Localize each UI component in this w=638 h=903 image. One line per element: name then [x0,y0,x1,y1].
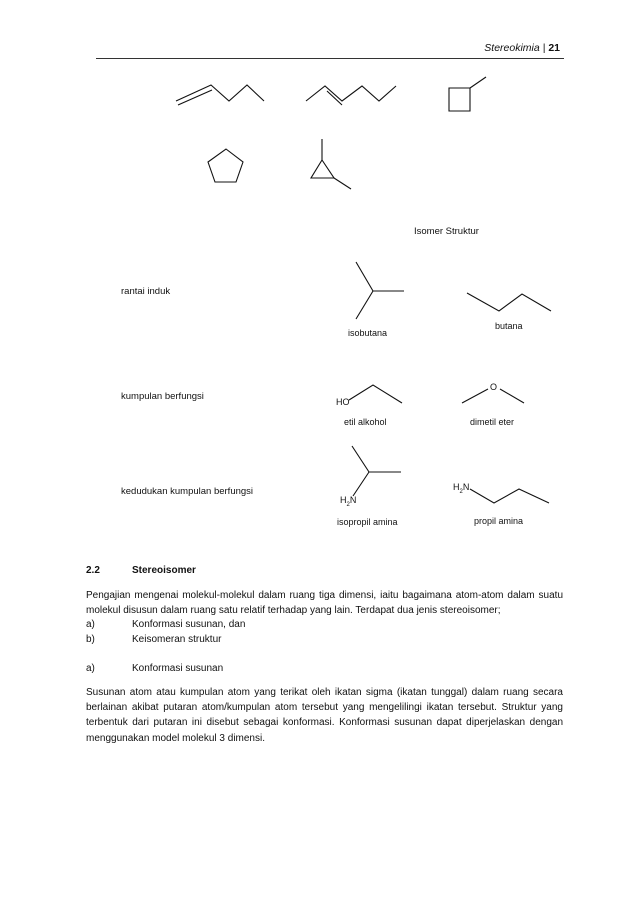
name-propil-amina: propil amina [474,516,524,526]
ethanol-structure [349,385,402,403]
header-title: Stereokimia [484,42,540,54]
row-label-kumpulan-berfungsi: kumpulan berfungsi [121,391,204,402]
dimethylcyclopropane-structure [311,139,351,189]
methylcyclobutane-structure [449,77,486,111]
subheading [86,663,223,674]
list-item [86,619,245,630]
subheading-key: a) [86,663,95,674]
paragraph-intro: Pengajian mengenai molekul-molekul dalam ruang tiga dimensi, iaitu bagaimana atom-atom dalam suatu molekul disusun dalam ruang satu relatif terhadap yang lain. Terdapat dua jenis stereoisomer; [86,590,563,617]
row-label-rantai-induk: rantai induk [121,286,171,297]
isopropylamine-structure [352,446,401,496]
isobutane-structure [356,262,404,319]
section-number: 2.2 [86,565,100,576]
atom-h2n-left [340,495,356,508]
header-separator: | [542,42,546,54]
propylamine-structure [470,489,549,503]
name-isopropil-amina: isopropil amina [337,517,398,527]
isomer-struktur-label: Isomer Struktur [414,226,479,237]
butane-structure [467,293,551,311]
paragraph-konformasi: Susunan atom atau kumpulan atom yang terikat oleh ikatan sigma (ikatan tunggal) dalam ruang secara berlainan akibat putaran atom/kumpulan atom tersebut yang mengelilingi ikatan tersebut. Struktur yang terbentuk dari putaran ini disebut sebagai konformasi. Konformasi susunan dapat diperjelaskan dengan menggunakan model molekul 3 dimensi. [86,687,563,744]
row-label-kedudukan: kedudukan kumpulan berfungsi [121,486,254,497]
list-item-key: b) [86,634,95,645]
name-butana: butana [495,321,523,331]
atom-ho: HO [336,397,350,407]
cyclopentane-structure [208,149,243,182]
atom-subscript: 2 [459,488,463,495]
section-heading [86,565,196,576]
atom-subscript: 2 [346,501,350,508]
subheading-text: Konformasi susunan [132,663,224,674]
pent-2-ene-structure [306,86,396,105]
name-dimetil-eter: dimetil eter [470,417,515,427]
atom-n: N [349,495,357,505]
name-isobutana: isobutana [348,328,388,338]
page-number: 21 [548,42,560,54]
atom-n: N [462,482,470,492]
pentene-structure [176,85,264,105]
name-etil-alkohol: etil alkohol [344,417,387,427]
atom-h2n-right [453,482,469,495]
list-item-text: Konformasi susunan, dan [132,619,246,630]
atom-h: H [453,482,460,492]
section-title: Stereoisomer [132,565,196,576]
list-item-text: Keisomeran struktur [132,634,222,645]
atom-o: O [490,382,498,392]
list-item [86,634,221,645]
atom-h: H [340,495,347,505]
list-item-key: a) [86,619,95,630]
